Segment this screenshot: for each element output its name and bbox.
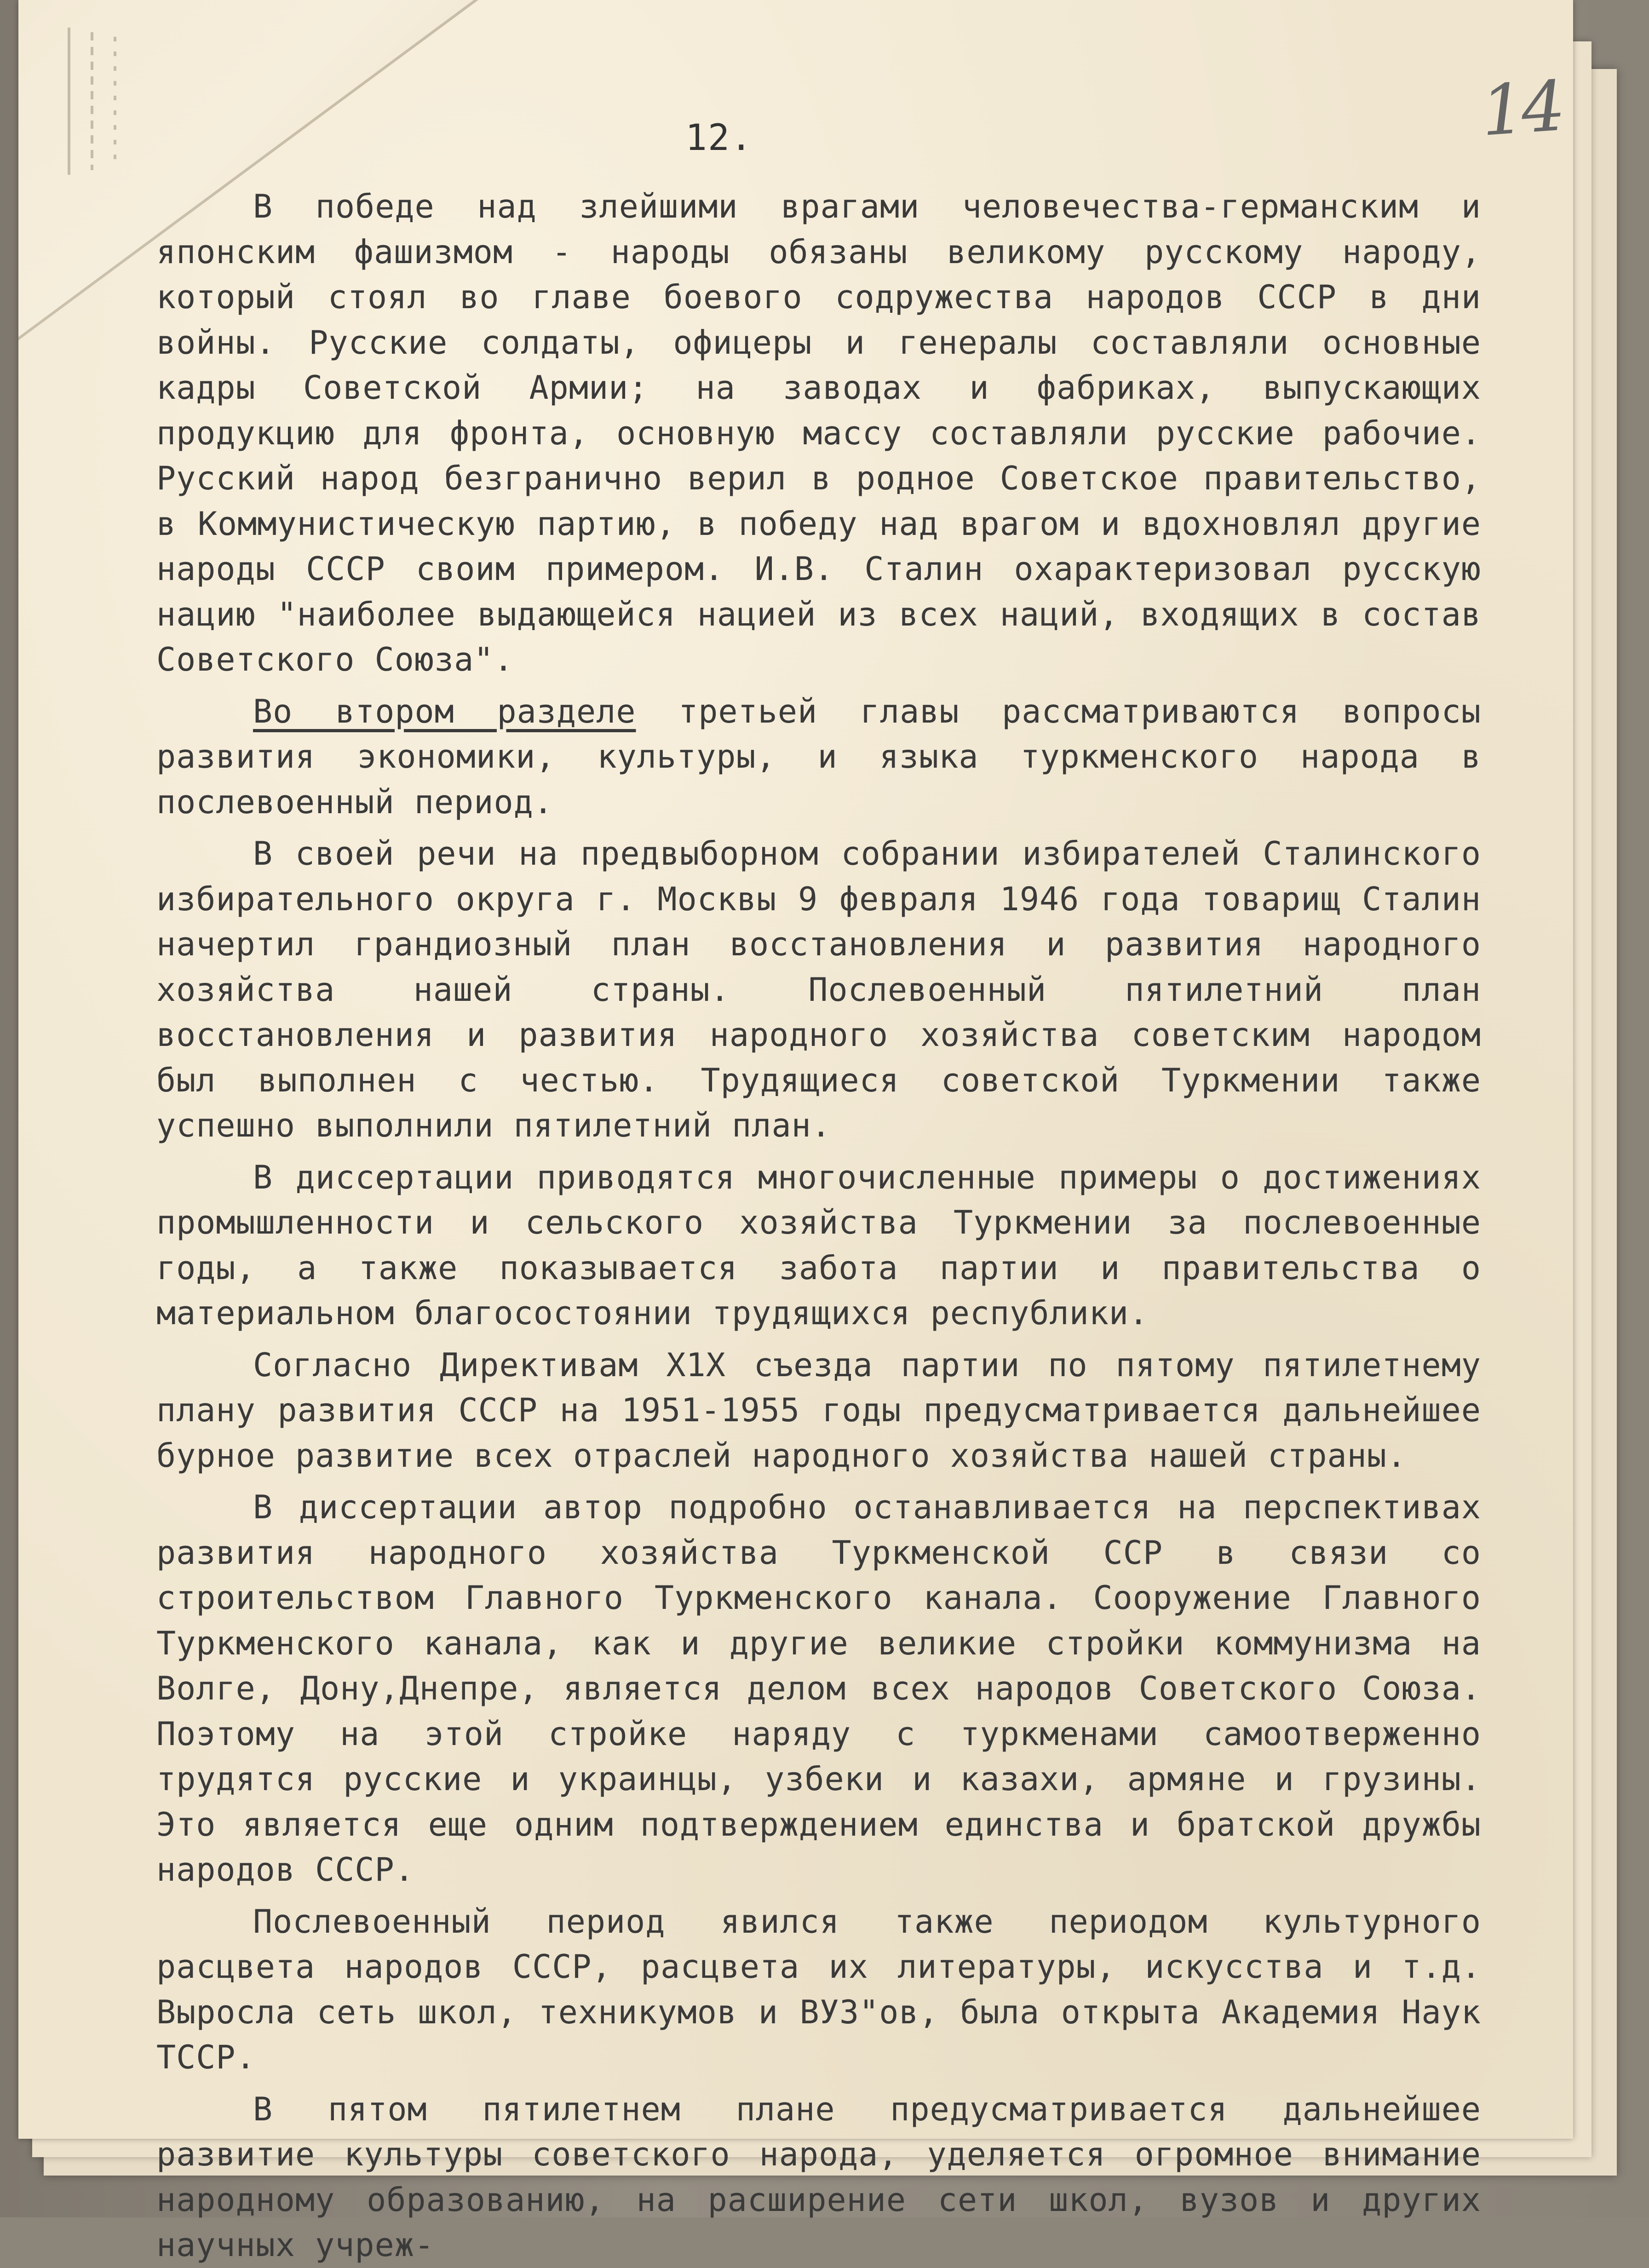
paragraph-6: В диссертации автор подробно останавливается на перспективах развития народного хозяйства Туркменской ССР в связи со строительством Главного Туркменского канала. Сооружение Главного Туркменского канала, как и другие великие стройки коммунизма на Волге, Дону,Днепре, является делом всех народов Советского Союза. Поэтому на этой стройке наряду с туркменами самоотверженно трудятся русские и украинцы, узбеки и казахи, армяне и грузины. Это является еще одним подтверждением единства и братской дружбы народов СССР. xyxy=(156,1488,1481,1889)
paragraph-8: В пятом пятилетнем плане предусматривается дальнейшее развитие культуры советского народа, уделяется огромное внимание народному образованию, на расширение сети школ, вузов и других научных учреж- xyxy=(156,2090,1481,2264)
paragraph-2 xyxy=(156,689,1481,825)
paragraph-1: В победе над злейшими врагами человечества-германским и японским фашизмом - народы обязаны великому русскому народу, который стоял во главе боевого содружества народов СССР в дни войны. Русские солдаты, офицеры и генералы составляли основные кадры Советской Армии; на заводах и фабриках, выпускающих продукцию для фронта, основную массу составляли русские рабочие. Русский народ безгранично верил в родное Советское правительство, в Коммунистическую партию, в победу над врагом и вдохновлял другие народы СССР своим примером. И.В. Сталин охарактеризовал русскую нацию "наиболее выдающейся нацией из всех наций, входящих в состав Советского Союза". xyxy=(156,188,1481,678)
document-page xyxy=(18,0,1573,2264)
paragraph-7: Послевоенный период явился также периодом культурного расцвета народов СССР, расцвета их литературы, искусства и т.д. Выросла сеть школ, техникумов и ВУЗ"ов, была открыта Академия Наук ТССР. xyxy=(156,1902,1481,2076)
page-number: 12. xyxy=(685,117,753,159)
paragraph-2-text: третьей главы рассматриваются вопросы развития экономики, культуры, и языка туркменского народа в послевоенный период. xyxy=(156,692,1481,821)
section-reference: Во втором разделе xyxy=(253,692,636,730)
archive-folio-number: 14 xyxy=(1478,66,1564,152)
paragraph-4: В диссертации приводятся многочисленные примеры о достижениях промышленности и сельского хозяйства Туркмении за послевоенные годы, а также показывается забота партии и правительства о материальном благосостоянии трудящихся республики. xyxy=(156,1158,1481,1332)
typewritten-text xyxy=(156,184,1481,2268)
faded-stamp-mark xyxy=(51,18,133,184)
paragraph-5: Согласно Директивам Х1Х съезда партии по пятому пятилетнему плану развития СССР на 1951-1955 годы предусматривается дальнейшее бурное развитие всех отраслей народного хозяйства нашей страны. xyxy=(156,1346,1481,1475)
paragraph-3: В своей речи на предвыборном собрании избирателей Сталинского избирательного округа г. Москвы 9 февраля 1946 года товарищ Сталин начертил грандиозный план восстановления и развития народного хозяйства нашей страны. Послевоенный пятилетний план восстановления и развития народного хозяйства советским народом был выполнен с честью. Трудящиеся советской Туркмении также успешно выполнили пятилетний план. xyxy=(156,835,1481,1144)
